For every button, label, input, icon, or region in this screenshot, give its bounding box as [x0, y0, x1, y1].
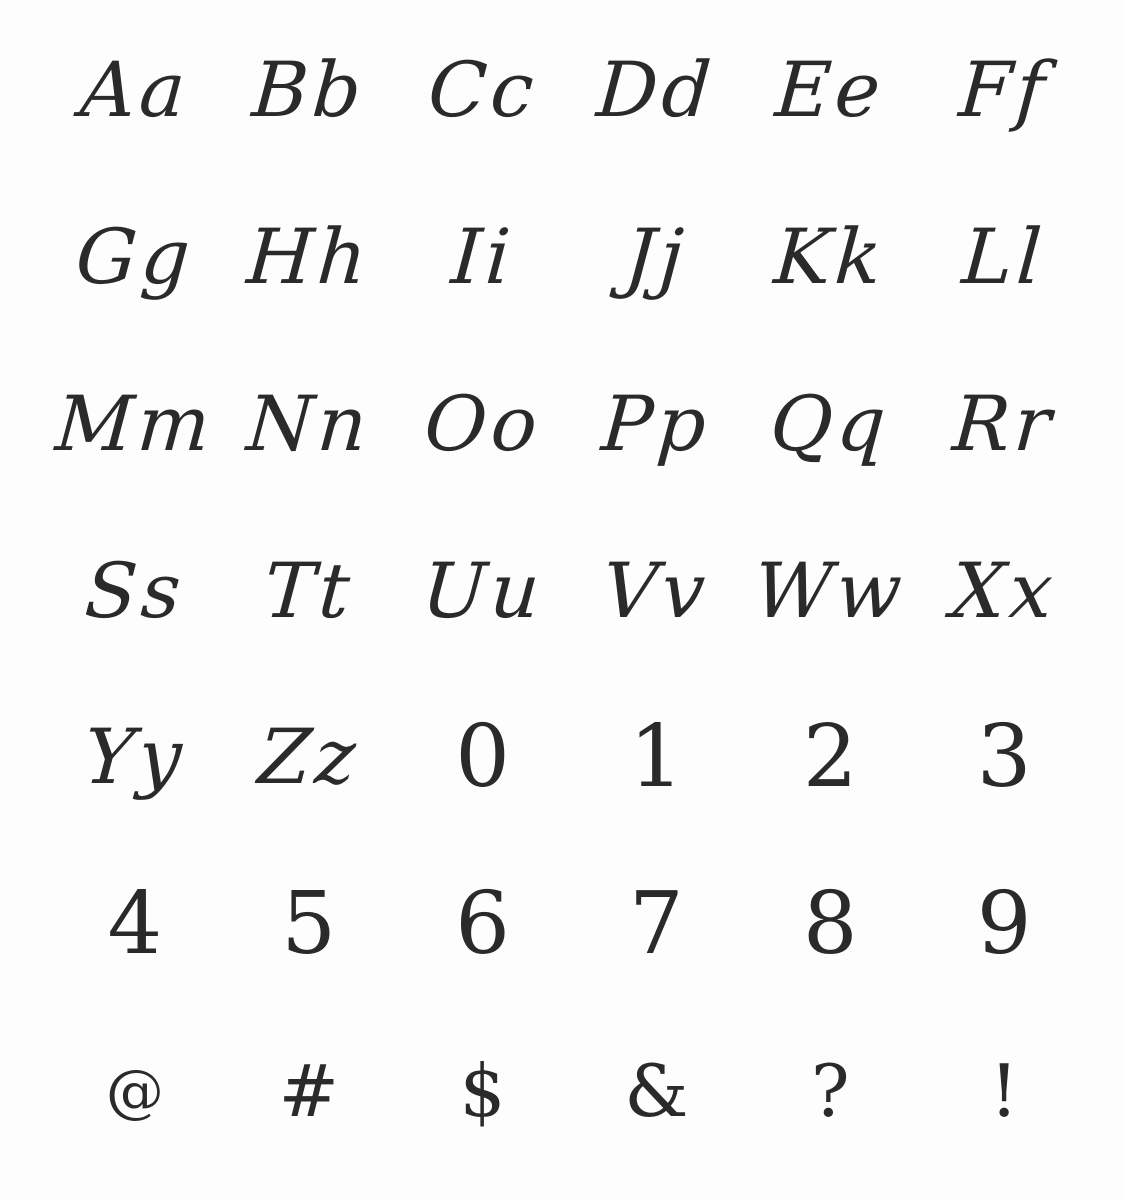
glyph-cell-uu: Uu: [418, 545, 547, 635]
glyph-cell-5: 5: [281, 873, 337, 974]
glyph-cell-rr: Rr: [950, 378, 1058, 468]
glyph-cell-dollar-sign: $: [459, 1048, 506, 1133]
glyph-cell-2: 2: [802, 706, 858, 807]
glyph-cell-ampersand: &: [624, 1048, 689, 1133]
glyph-cell-dd: Dd: [594, 44, 719, 134]
glyph-cell-xx: Xx: [948, 545, 1060, 635]
glyph-cell-oo: Oo: [421, 378, 544, 468]
glyph-cell-ww: Ww: [751, 545, 909, 635]
glyph-cell-vv: Vv: [600, 545, 713, 635]
glyph-cell-pp: Pp: [599, 378, 714, 468]
glyph-cell-ii: Ii: [448, 211, 517, 301]
glyph-cell-1: 1: [629, 706, 684, 807]
glyph-cell-question-mark: ?: [810, 1048, 850, 1133]
glyph-cell-3: 3: [976, 706, 1032, 807]
glyph-cell-hash-sign: #: [278, 1048, 339, 1133]
glyph-cell-zz: Zz: [255, 712, 363, 802]
glyph-cell-0: 0: [455, 706, 510, 807]
glyph-cell-kk: Kk: [771, 211, 889, 301]
glyph-cell-qq: Qq: [767, 378, 893, 468]
glyph-cell-tt: Tt: [261, 545, 357, 635]
glyph-cell-jj: Jj: [622, 211, 691, 301]
glyph-cell-hh: Hh: [244, 211, 374, 301]
glyph-cell-7: 7: [629, 873, 684, 974]
glyph-cell-cc: Cc: [425, 44, 541, 134]
glyph-cell-exclamation-mark: !: [989, 1048, 1019, 1133]
glyph-cell-gg: Gg: [73, 211, 197, 301]
glyph-cell-ee: Ee: [772, 44, 888, 134]
glyph-cell-ll: Ll: [959, 211, 1049, 301]
glyph-cell-4: 4: [107, 873, 163, 974]
glyph-cell-yy: Yy: [81, 712, 189, 802]
glyph-cell-ss: Ss: [82, 545, 188, 635]
glyph-cell-8: 8: [802, 873, 858, 974]
glyph-cell-bb: Bb: [249, 44, 369, 134]
glyph-cell-nn: Nn: [243, 378, 374, 468]
glyph-cell-6: 6: [455, 873, 510, 974]
glyph-cell-at-sign: @: [105, 1056, 164, 1125]
glyph-cell-9: 9: [976, 873, 1032, 974]
glyph-cell-ff: Ff: [956, 44, 1052, 134]
glyph-cell-mm: Mm: [52, 378, 217, 468]
glyph-cell-aa: Aa: [77, 44, 193, 134]
